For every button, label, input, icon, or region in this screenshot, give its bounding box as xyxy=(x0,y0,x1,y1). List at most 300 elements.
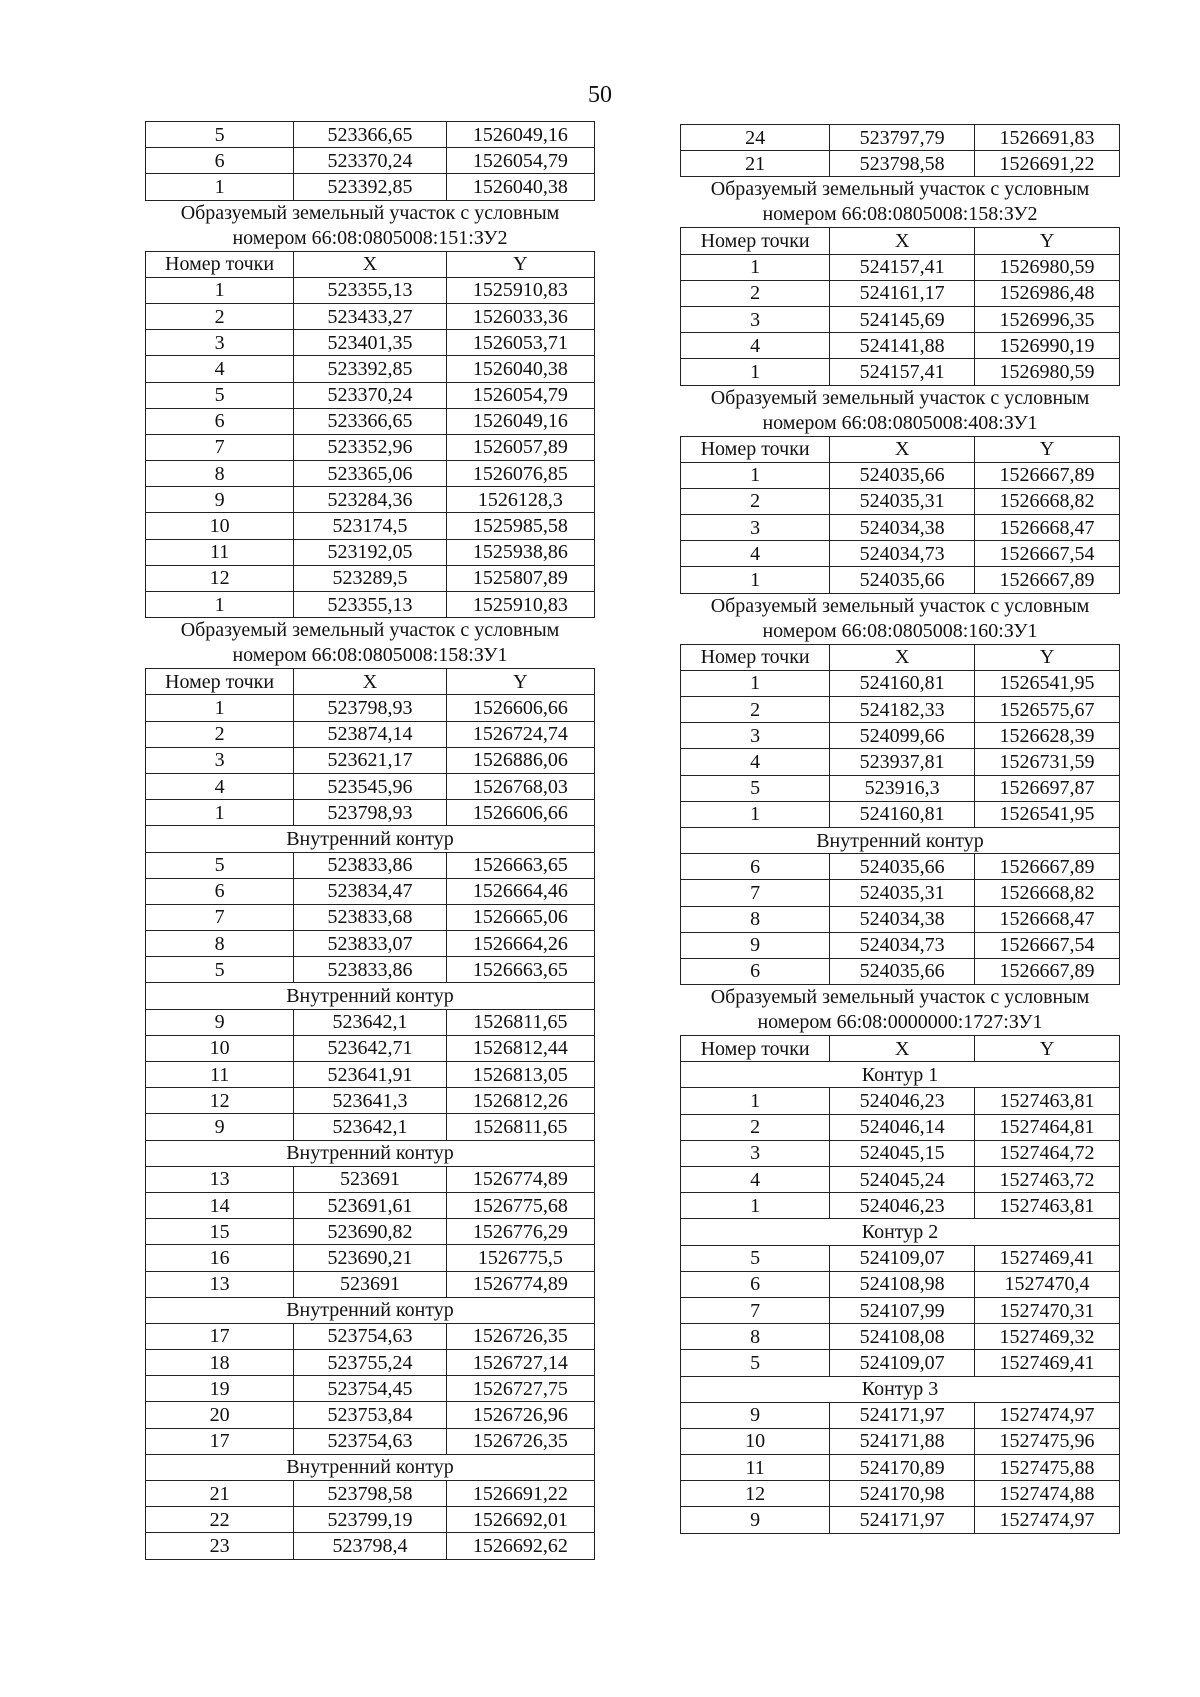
table-row xyxy=(146,1376,595,1402)
point-number: 1 xyxy=(146,695,294,721)
table-row xyxy=(681,254,1120,280)
y-coordinate: 1526691,83 xyxy=(975,125,1120,151)
point-number: 7 xyxy=(681,1297,830,1323)
x-coordinate: 523797,79 xyxy=(830,125,975,151)
coordinates-table xyxy=(680,1035,1120,1534)
x-coordinate: 523798,4 xyxy=(294,1533,447,1559)
point-number: 9 xyxy=(146,1009,294,1035)
table-row xyxy=(146,487,595,513)
x-coordinate: 523798,58 xyxy=(294,1481,447,1507)
table-header-row xyxy=(681,228,1120,254)
point-number: 1 xyxy=(146,800,294,826)
y-coordinate: 1526692,01 xyxy=(446,1507,594,1533)
x-coordinate: 523641,91 xyxy=(294,1062,447,1088)
x-coordinate: 523691,61 xyxy=(294,1192,447,1218)
x-coordinate: 523690,21 xyxy=(294,1245,447,1271)
section-row xyxy=(146,1297,595,1323)
point-number: 13 xyxy=(146,1166,294,1192)
x-coordinate: 524034,38 xyxy=(830,906,975,932)
x-coordinate: 524035,66 xyxy=(830,567,975,593)
y-coordinate: 1527475,96 xyxy=(975,1428,1120,1454)
coordinates-table xyxy=(145,668,595,1559)
table-row xyxy=(681,280,1120,306)
x-coordinate: 524170,89 xyxy=(830,1455,975,1481)
y-coordinate: 1526980,59 xyxy=(975,359,1120,385)
y-coordinate: 1526727,75 xyxy=(446,1376,594,1402)
column-header-point: Номер точки xyxy=(681,436,830,462)
x-coordinate: 524108,98 xyxy=(830,1271,975,1297)
x-coordinate: 524035,31 xyxy=(830,488,975,514)
x-coordinate: 523192,05 xyxy=(294,539,447,565)
table-header-row xyxy=(681,1036,1120,1062)
section-row xyxy=(681,1062,1120,1088)
table-row xyxy=(681,515,1120,541)
x-coordinate: 523798,93 xyxy=(294,695,447,721)
y-coordinate: 1526812,26 xyxy=(446,1088,594,1114)
table-caption-line2: номером 66:08:0805008:151:ЗУ2 xyxy=(232,226,508,249)
table-row xyxy=(146,1533,595,1559)
point-number: 7 xyxy=(146,904,294,930)
point-number: 15 xyxy=(146,1219,294,1245)
table-row xyxy=(146,303,595,329)
x-coordinate: 524046,23 xyxy=(830,1088,975,1114)
y-coordinate: 1526811,65 xyxy=(446,1114,594,1140)
table-row xyxy=(681,488,1120,514)
point-number: 1 xyxy=(681,567,830,593)
y-coordinate: 1526049,16 xyxy=(446,408,594,434)
point-number: 1 xyxy=(681,359,830,385)
y-coordinate: 1526667,89 xyxy=(975,567,1120,593)
point-number: 5 xyxy=(146,122,294,148)
table-row xyxy=(146,957,595,983)
y-coordinate: 1526040,38 xyxy=(446,356,594,382)
column-header-x: X xyxy=(830,644,975,670)
point-number: 3 xyxy=(681,306,830,332)
point-number: 2 xyxy=(681,1114,830,1140)
y-coordinate: 1526726,35 xyxy=(446,1323,594,1349)
table-row xyxy=(681,670,1120,696)
y-coordinate: 1527474,97 xyxy=(975,1402,1120,1428)
y-coordinate: 1526664,26 xyxy=(446,931,594,957)
table-row xyxy=(681,541,1120,567)
table-row xyxy=(146,122,595,148)
x-coordinate: 524045,15 xyxy=(830,1140,975,1166)
table-row xyxy=(681,854,1120,880)
column-header-y: Y xyxy=(975,228,1120,254)
y-coordinate: 1527463,81 xyxy=(975,1193,1120,1219)
column-header-y: Y xyxy=(975,644,1120,670)
table-row xyxy=(146,1402,595,1428)
point-number: 4 xyxy=(681,333,830,359)
point-number: 2 xyxy=(146,721,294,747)
point-number: 5 xyxy=(146,957,294,983)
y-coordinate: 1527464,72 xyxy=(975,1140,1120,1166)
table-caption-line2: номером 66:08:0805008:160:ЗУ1 xyxy=(762,619,1038,642)
section-label: Внутренний контур xyxy=(146,1140,595,1166)
x-coordinate: 523355,13 xyxy=(294,592,447,618)
point-number: 24 xyxy=(681,125,830,151)
table-row xyxy=(146,1350,595,1376)
table-caption-line2: номером 66:08:0805008:158:ЗУ1 xyxy=(232,644,508,667)
table-row xyxy=(681,1507,1120,1533)
y-coordinate: 1526033,36 xyxy=(446,303,594,329)
x-coordinate: 523355,13 xyxy=(294,277,447,303)
y-coordinate: 1527463,72 xyxy=(975,1167,1120,1193)
y-coordinate: 1526606,66 xyxy=(446,800,594,826)
x-coordinate: 523642,1 xyxy=(294,1114,447,1140)
column-header-y: Y xyxy=(975,1036,1120,1062)
x-coordinate: 524035,66 xyxy=(830,854,975,880)
x-coordinate: 523545,96 xyxy=(294,773,447,799)
x-coordinate: 523352,96 xyxy=(294,434,447,460)
point-number: 20 xyxy=(146,1402,294,1428)
section-label: Внутренний контур xyxy=(146,1297,595,1323)
coordinates-table xyxy=(145,251,595,619)
x-coordinate: 523798,93 xyxy=(294,800,447,826)
column-header-y: Y xyxy=(446,251,594,277)
table-row xyxy=(681,567,1120,593)
x-coordinate: 523642,71 xyxy=(294,1035,447,1061)
y-coordinate: 1526726,35 xyxy=(446,1428,594,1454)
x-coordinate: 524141,88 xyxy=(830,333,975,359)
y-coordinate: 1526990,19 xyxy=(975,333,1120,359)
y-coordinate: 1526726,96 xyxy=(446,1402,594,1428)
table-row xyxy=(146,1323,595,1349)
point-number: 4 xyxy=(681,541,830,567)
table-row xyxy=(146,878,595,904)
y-coordinate: 1526057,89 xyxy=(446,434,594,460)
point-number: 7 xyxy=(681,880,830,906)
y-coordinate: 1526774,89 xyxy=(446,1271,594,1297)
table-caption-line1: Образуемый земельный участок с условным xyxy=(710,594,1090,617)
table-header-row xyxy=(681,644,1120,670)
point-number: 10 xyxy=(146,1035,294,1061)
y-coordinate: 1526776,29 xyxy=(446,1219,594,1245)
point-number: 23 xyxy=(146,1533,294,1559)
y-coordinate: 1526049,16 xyxy=(446,122,594,148)
y-coordinate: 1527474,97 xyxy=(975,1507,1120,1533)
x-coordinate: 524160,81 xyxy=(830,801,975,827)
x-coordinate: 523401,35 xyxy=(294,330,447,356)
y-coordinate: 1526575,67 xyxy=(975,697,1120,723)
table-row xyxy=(681,775,1120,801)
y-coordinate: 1526697,87 xyxy=(975,775,1120,801)
y-coordinate: 1526768,03 xyxy=(446,773,594,799)
x-coordinate: 523641,3 xyxy=(294,1088,447,1114)
section-label: Внутренний контур xyxy=(146,826,595,852)
x-coordinate: 523690,82 xyxy=(294,1219,447,1245)
x-coordinate: 524171,97 xyxy=(830,1402,975,1428)
x-coordinate: 523289,5 xyxy=(294,565,447,591)
x-coordinate: 523916,3 xyxy=(830,775,975,801)
y-coordinate: 1526668,47 xyxy=(975,515,1120,541)
table-row xyxy=(146,592,595,618)
point-number: 1 xyxy=(681,1193,830,1219)
point-number: 8 xyxy=(146,931,294,957)
table-row xyxy=(146,565,595,591)
y-coordinate: 1527470,31 xyxy=(975,1297,1120,1323)
y-coordinate: 1525910,83 xyxy=(446,277,594,303)
point-number: 13 xyxy=(146,1271,294,1297)
table-row xyxy=(146,1088,595,1114)
y-coordinate: 1526667,89 xyxy=(975,854,1120,880)
table-row xyxy=(146,174,595,200)
point-number: 2 xyxy=(146,303,294,329)
y-coordinate: 1526986,48 xyxy=(975,280,1120,306)
x-coordinate: 523755,24 xyxy=(294,1350,447,1376)
point-number: 1 xyxy=(146,277,294,303)
table-row xyxy=(146,1166,595,1192)
table-caption-line1: Образуемый земельный участок с условным xyxy=(710,386,1090,409)
point-number: 12 xyxy=(146,1088,294,1114)
point-number: 3 xyxy=(681,723,830,749)
coordinates-table xyxy=(680,124,1120,177)
y-coordinate: 1527464,81 xyxy=(975,1114,1120,1140)
table-row xyxy=(681,125,1120,151)
table-row xyxy=(681,801,1120,827)
point-number: 2 xyxy=(681,280,830,306)
table-row xyxy=(146,1192,595,1218)
table-row xyxy=(681,1167,1120,1193)
table-row xyxy=(146,904,595,930)
y-coordinate: 1527463,81 xyxy=(975,1088,1120,1114)
y-coordinate: 1527469,41 xyxy=(975,1350,1120,1376)
column-header-x: X xyxy=(294,669,447,695)
y-coordinate: 1526054,79 xyxy=(446,382,594,408)
y-coordinate: 1527469,32 xyxy=(975,1324,1120,1350)
table-row xyxy=(146,773,595,799)
point-number: 8 xyxy=(681,906,830,932)
table-row xyxy=(146,695,595,721)
table-row xyxy=(146,277,595,303)
x-coordinate: 523433,27 xyxy=(294,303,447,329)
section-row xyxy=(681,1376,1120,1402)
column-header-x: X xyxy=(830,228,975,254)
y-coordinate: 1526775,68 xyxy=(446,1192,594,1218)
point-number: 18 xyxy=(146,1350,294,1376)
x-coordinate: 523370,24 xyxy=(294,382,447,408)
table-row xyxy=(146,461,595,487)
x-coordinate: 523833,07 xyxy=(294,931,447,957)
y-coordinate: 1526692,62 xyxy=(446,1533,594,1559)
table-row xyxy=(681,880,1120,906)
point-number: 14 xyxy=(146,1192,294,1218)
table-row xyxy=(681,1245,1120,1271)
x-coordinate: 524045,24 xyxy=(830,1167,975,1193)
table-row xyxy=(681,151,1120,177)
x-coordinate: 524108,08 xyxy=(830,1324,975,1350)
y-coordinate: 1525985,58 xyxy=(446,513,594,539)
table-row xyxy=(146,1035,595,1061)
y-coordinate: 1527470,4 xyxy=(975,1271,1120,1297)
table-row xyxy=(146,931,595,957)
x-coordinate: 523174,5 xyxy=(294,513,447,539)
x-coordinate: 523798,58 xyxy=(830,151,975,177)
point-number: 1 xyxy=(681,1088,830,1114)
table-row xyxy=(146,852,595,878)
table-row xyxy=(681,1481,1120,1507)
y-coordinate: 1526663,65 xyxy=(446,852,594,878)
section-label: Контур 3 xyxy=(681,1376,1120,1402)
table-row xyxy=(681,749,1120,775)
coordinates-table xyxy=(680,436,1120,594)
point-number: 1 xyxy=(681,462,830,488)
point-number: 4 xyxy=(146,356,294,382)
point-number: 11 xyxy=(146,539,294,565)
point-number: 9 xyxy=(146,487,294,513)
point-number: 12 xyxy=(146,565,294,591)
point-number: 1 xyxy=(146,174,294,200)
x-coordinate: 524182,33 xyxy=(830,697,975,723)
table-header-row xyxy=(681,436,1120,462)
x-coordinate: 523642,1 xyxy=(294,1009,447,1035)
x-coordinate: 524157,41 xyxy=(830,359,975,385)
point-number: 6 xyxy=(681,854,830,880)
x-coordinate: 524107,99 xyxy=(830,1297,975,1323)
x-coordinate: 523754,45 xyxy=(294,1376,447,1402)
y-coordinate: 1526054,79 xyxy=(446,148,594,174)
point-number: 2 xyxy=(681,488,830,514)
y-coordinate: 1526727,14 xyxy=(446,1350,594,1376)
table-row xyxy=(146,513,595,539)
section-label: Контур 1 xyxy=(681,1062,1120,1088)
x-coordinate: 523284,36 xyxy=(294,487,447,513)
point-number: 8 xyxy=(681,1324,830,1350)
y-coordinate: 1526606,66 xyxy=(446,695,594,721)
point-number: 21 xyxy=(681,151,830,177)
y-coordinate: 1526731,59 xyxy=(975,749,1120,775)
point-number: 5 xyxy=(681,1245,830,1271)
point-number: 2 xyxy=(681,697,830,723)
point-number: 10 xyxy=(146,513,294,539)
table-header-row xyxy=(146,669,595,695)
table-caption-line1: Образуемый земельный участок с условным xyxy=(710,986,1090,1009)
y-coordinate: 1526812,44 xyxy=(446,1035,594,1061)
section-row xyxy=(146,1140,595,1166)
table-caption-line1: Образуемый земельный участок с условным xyxy=(180,619,560,642)
page-number: 50 xyxy=(588,82,612,108)
point-number: 1 xyxy=(146,592,294,618)
x-coordinate: 523799,19 xyxy=(294,1507,447,1533)
x-coordinate: 523691 xyxy=(294,1166,447,1192)
point-number: 9 xyxy=(146,1114,294,1140)
y-coordinate: 1526811,65 xyxy=(446,1009,594,1035)
point-number: 6 xyxy=(146,148,294,174)
section-row xyxy=(681,1219,1120,1245)
y-coordinate: 1526665,06 xyxy=(446,904,594,930)
section-row xyxy=(146,826,595,852)
y-coordinate: 1527474,88 xyxy=(975,1481,1120,1507)
coordinates-table xyxy=(145,121,595,201)
y-coordinate: 1526628,39 xyxy=(975,723,1120,749)
x-coordinate: 523621,17 xyxy=(294,747,447,773)
point-number: 1 xyxy=(681,254,830,280)
left-column xyxy=(145,121,595,1560)
y-coordinate: 1525910,83 xyxy=(446,592,594,618)
point-number: 4 xyxy=(146,773,294,799)
right-column xyxy=(680,124,1120,1534)
table-row xyxy=(146,1481,595,1507)
table-row xyxy=(681,1271,1120,1297)
x-coordinate: 523691 xyxy=(294,1271,447,1297)
table-caption-line1: Образуемый земельный участок с условным xyxy=(710,178,1090,201)
y-coordinate: 1526667,89 xyxy=(975,958,1120,984)
y-coordinate: 1526667,89 xyxy=(975,462,1120,488)
point-number: 11 xyxy=(146,1062,294,1088)
point-number: 3 xyxy=(146,330,294,356)
point-number: 6 xyxy=(146,878,294,904)
point-number: 5 xyxy=(146,852,294,878)
point-number: 1 xyxy=(681,801,830,827)
y-coordinate: 1526996,35 xyxy=(975,306,1120,332)
point-number: 8 xyxy=(146,461,294,487)
table-row xyxy=(681,1350,1120,1376)
x-coordinate: 524099,66 xyxy=(830,723,975,749)
column-header-point: Номер точки xyxy=(146,251,294,277)
y-coordinate: 1525807,89 xyxy=(446,565,594,591)
x-coordinate: 523833,86 xyxy=(294,852,447,878)
y-coordinate: 1526691,22 xyxy=(975,151,1120,177)
table-caption-line2: номером 66:08:0805008:408:ЗУ1 xyxy=(762,411,1038,434)
table-row xyxy=(681,723,1120,749)
x-coordinate: 524035,31 xyxy=(830,880,975,906)
y-coordinate: 1526668,82 xyxy=(975,880,1120,906)
point-number: 1 xyxy=(681,670,830,696)
table-row xyxy=(146,356,595,382)
table-header-row xyxy=(146,251,595,277)
point-number: 17 xyxy=(146,1323,294,1349)
table-row xyxy=(681,1402,1120,1428)
section-label: Контур 2 xyxy=(681,1219,1120,1245)
x-coordinate: 524034,73 xyxy=(830,541,975,567)
table-row xyxy=(146,1428,595,1454)
table-row xyxy=(146,330,595,356)
x-coordinate: 524171,88 xyxy=(830,1428,975,1454)
x-coordinate: 523834,47 xyxy=(294,878,447,904)
table-row xyxy=(681,1297,1120,1323)
column-header-point: Номер точки xyxy=(681,644,830,670)
section-row xyxy=(146,983,595,1009)
coordinates-table xyxy=(680,227,1120,385)
y-coordinate: 1526040,38 xyxy=(446,174,594,200)
x-coordinate: 524035,66 xyxy=(830,462,975,488)
table-row xyxy=(681,359,1120,385)
table-row xyxy=(146,800,595,826)
y-coordinate: 1526541,95 xyxy=(975,801,1120,827)
point-number: 22 xyxy=(146,1507,294,1533)
table-row xyxy=(146,1245,595,1271)
column-header-point: Номер точки xyxy=(681,228,830,254)
column-header-y: Y xyxy=(975,436,1120,462)
table-row xyxy=(681,333,1120,359)
table-row xyxy=(681,306,1120,332)
table-row xyxy=(681,1193,1120,1219)
x-coordinate: 524035,66 xyxy=(830,958,975,984)
column-header-x: X xyxy=(830,436,975,462)
coordinates-table xyxy=(680,644,1120,985)
point-number: 12 xyxy=(681,1481,830,1507)
x-coordinate: 524161,17 xyxy=(830,280,975,306)
y-coordinate: 1526541,95 xyxy=(975,670,1120,696)
x-coordinate: 524109,07 xyxy=(830,1245,975,1271)
x-coordinate: 524157,41 xyxy=(830,254,975,280)
x-coordinate: 523366,65 xyxy=(294,122,447,148)
x-coordinate: 523392,85 xyxy=(294,174,447,200)
x-coordinate: 524109,07 xyxy=(830,1350,975,1376)
point-number: 19 xyxy=(146,1376,294,1402)
point-number: 16 xyxy=(146,1245,294,1271)
column-header-y: Y xyxy=(446,669,594,695)
